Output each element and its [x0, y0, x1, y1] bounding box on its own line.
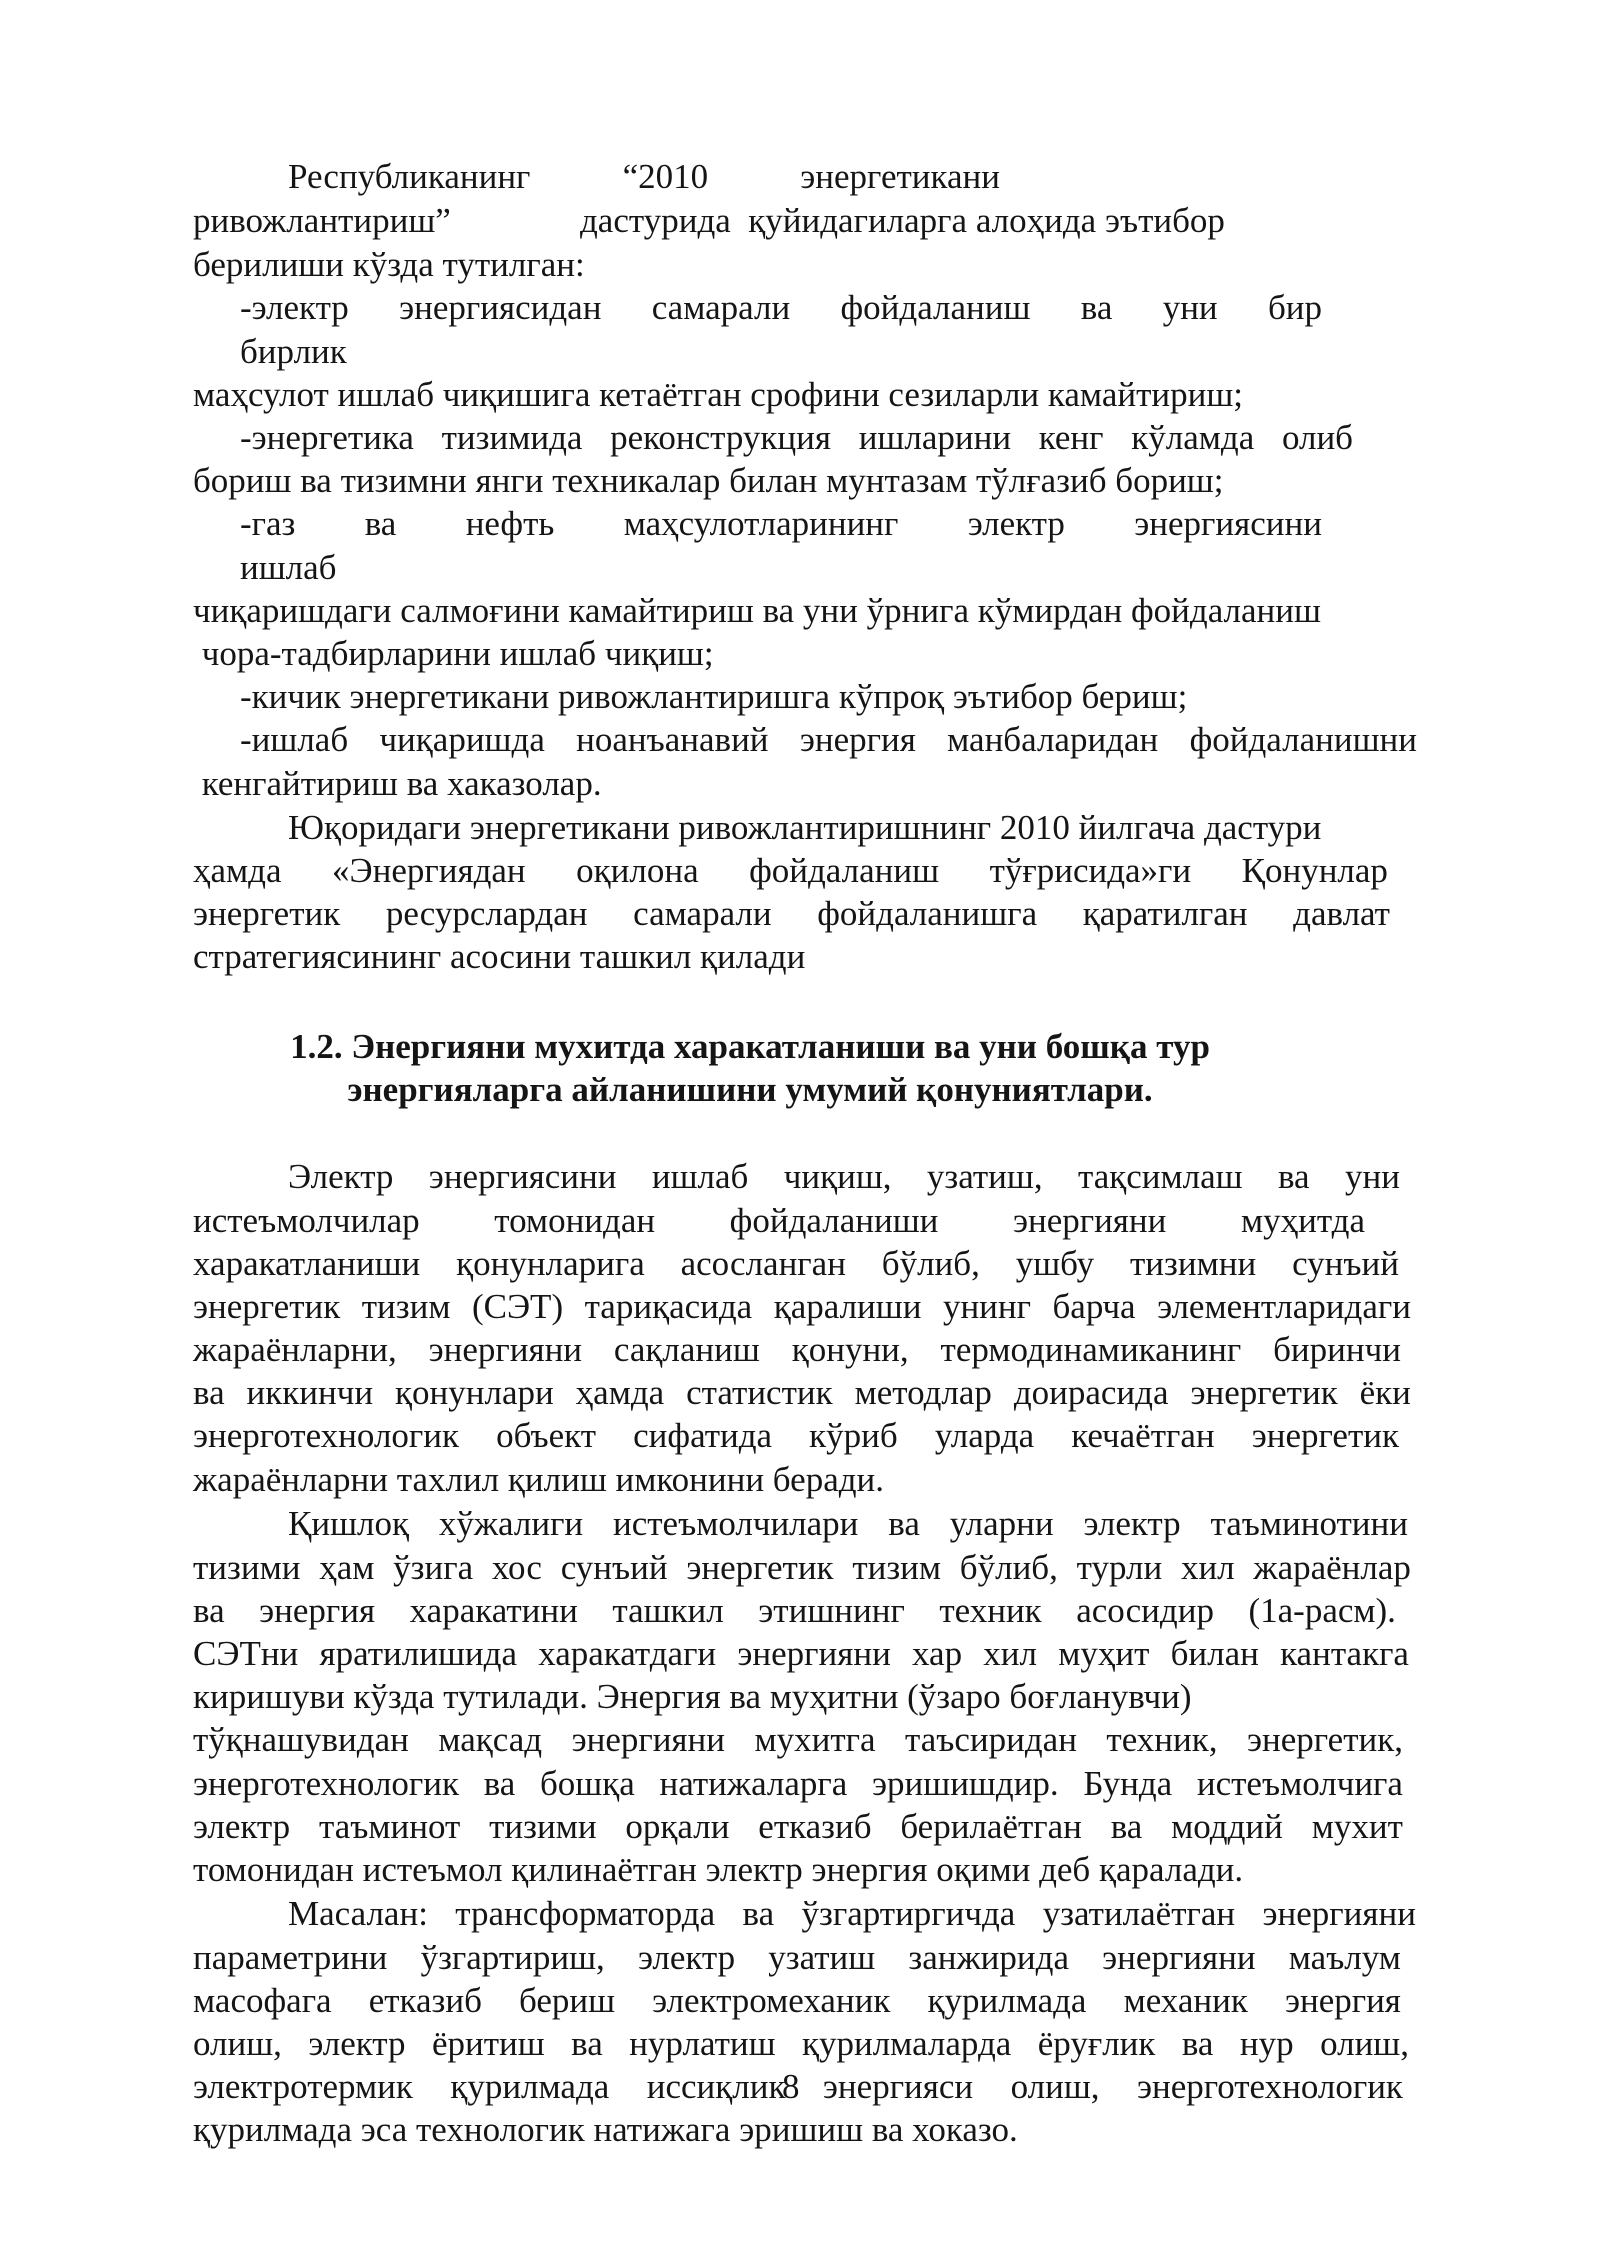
- list-item-3-cont-2: чора-тадбирларини ишлаб чиқиш;: [193, 634, 714, 673]
- list-item-2-cont: бориш ва тизимни янги техникалар билан мунтазам тўлғазиб бориш;: [193, 461, 1224, 500]
- intro-line-2a: ривожлантириш”: [193, 201, 451, 240]
- word: ва: [888, 1504, 920, 1543]
- word: методлар: [854, 1373, 992, 1412]
- word: параметрини: [193, 1938, 388, 1977]
- word: тизими: [489, 1807, 597, 1846]
- word: фойдаланишни: [1189, 720, 1417, 759]
- word: «Энергиядан: [332, 851, 526, 890]
- word: Қонунлар: [1241, 851, 1388, 890]
- word: ва: [483, 1764, 516, 1803]
- word: натижаларга: [659, 1764, 848, 1803]
- word: ушбу: [1015, 1244, 1095, 1283]
- word: томонидан: [494, 1201, 656, 1240]
- list-item-3: [240, 502, 1322, 546]
- word: унинг: [942, 1287, 1031, 1326]
- word: энергиясидан: [399, 288, 602, 327]
- word: муҳитда: [1240, 1201, 1365, 1240]
- word: Масалан:: [288, 1894, 428, 1933]
- word: иккинчи: [246, 1373, 374, 1412]
- para1-line-5: [193, 1328, 1401, 1372]
- word: энергетикани: [800, 157, 1000, 196]
- list-item-5: [240, 718, 1417, 762]
- word: таъсиридан: [905, 1720, 1077, 1759]
- word: реконструкция: [610, 418, 831, 457]
- word: кантакга: [1280, 1634, 1409, 1673]
- word: тизимни: [1130, 1244, 1257, 1283]
- word: қонуни,: [791, 1330, 909, 1369]
- word: энергияни: [1102, 1938, 1256, 1977]
- word: жараёнлар: [1253, 1548, 1411, 1587]
- word: ҳамда: [575, 1373, 665, 1412]
- word: уларни: [949, 1504, 1054, 1543]
- word: яратилишида: [319, 1634, 517, 1673]
- word: сунъий: [560, 1548, 668, 1587]
- word: механик: [1123, 1981, 1248, 2020]
- word: -электр: [240, 288, 349, 327]
- word: Республиканинг: [288, 157, 531, 196]
- word: ўзгартиргичда: [801, 1894, 1016, 1933]
- word: энергия: [799, 720, 916, 759]
- word: харакатдаги: [538, 1634, 717, 1673]
- word: энергиясини: [428, 1157, 617, 1196]
- word: етказиб: [758, 1807, 872, 1846]
- word: таъминот: [318, 1807, 461, 1846]
- word: ёритиш: [431, 2024, 545, 2063]
- word: нефть: [465, 504, 555, 543]
- word: энергетик: [1190, 1373, 1338, 1412]
- word: ташкил: [612, 1591, 724, 1630]
- word: ишларини: [858, 418, 1012, 457]
- word: статистик: [686, 1373, 833, 1412]
- para1-line-1: [288, 1155, 1400, 1199]
- word: кўриб: [809, 1416, 898, 1455]
- word: энергияни: [571, 1720, 725, 1759]
- word: олиш,: [1320, 2024, 1409, 2063]
- word: узатиш: [768, 1938, 876, 1977]
- list-item-1: [240, 286, 1322, 330]
- word: энергия: [259, 1591, 376, 1630]
- word: электр: [967, 504, 1065, 543]
- word: чиқиш,: [783, 1157, 892, 1196]
- section-heading-line-2: энергияларга айланишини умумий қонуниятлари.: [347, 1070, 1153, 1109]
- word: бўлиб,: [959, 1548, 1058, 1587]
- word: ва: [193, 1591, 225, 1630]
- word: энергетик: [193, 894, 341, 933]
- para2-line-5: киришуви кўзда тутилади. Энергия ва муҳитни (ўзаро боғланувчи): [193, 1677, 1192, 1716]
- word: энергетик: [1251, 1416, 1399, 1455]
- word: асосидир: [1076, 1591, 1214, 1630]
- word: тариқасида: [584, 1287, 753, 1326]
- word: трансформаторда: [455, 1894, 716, 1933]
- para3-line-4: [193, 2022, 1409, 2066]
- para1-line-3: [193, 1242, 1399, 1286]
- word: энерготехнологик: [193, 1416, 460, 1455]
- word: истеъмолчилар: [193, 1201, 420, 1240]
- list-item-3-cont-1: чиқаришдаги салмоғини камайтириш ва уни ўрнига кўмирдан фойдаланиш: [193, 591, 1321, 630]
- word: фойдаланишга: [817, 894, 1038, 933]
- word: (1а-расм).: [1248, 1591, 1396, 1630]
- word: мухитга: [754, 1720, 876, 1759]
- word: -ишлаб: [240, 720, 349, 759]
- word: электр: [1083, 1504, 1181, 1543]
- word: биринчи: [1273, 1330, 1401, 1369]
- word: мухит: [1311, 1807, 1403, 1846]
- word: масофага: [193, 1981, 332, 2020]
- word: техник: [939, 1591, 1042, 1630]
- page-number: 8: [782, 2067, 800, 2106]
- word: хўжалиги: [438, 1504, 584, 1543]
- word: ишлаб: [651, 1157, 749, 1196]
- word: етказиб: [368, 1981, 482, 2020]
- word: энергетик: [193, 1287, 341, 1326]
- summary-line-4: стратегиясининг асосини ташкил қилади: [193, 937, 806, 976]
- intro-line-1: [288, 155, 1000, 199]
- word: самарали: [633, 894, 772, 933]
- word: фойдаланиш: [749, 851, 940, 890]
- word: ўзига: [393, 1548, 474, 1587]
- word: -газ: [240, 504, 296, 543]
- word: энергетик: [686, 1548, 834, 1587]
- word: турли: [1076, 1548, 1163, 1587]
- word: энергиясини: [1134, 504, 1322, 543]
- para2-line-3: [193, 1589, 1396, 1633]
- para3-line-2: [193, 1936, 1401, 1980]
- word: кўламда: [1131, 418, 1255, 457]
- word: Бунда: [1083, 1764, 1173, 1803]
- word: ёруғлик: [1037, 2024, 1156, 2063]
- word: ва: [1277, 1157, 1310, 1196]
- word: бериш: [518, 1981, 616, 2020]
- para3-line-3: [193, 1979, 1401, 2023]
- word: тизим: [852, 1548, 942, 1587]
- word: энергия: [1284, 1981, 1401, 2020]
- para2-line-9: томонидан истеъмол қилинаётган электр энергия оқими деб қаралади.: [193, 1850, 1244, 1889]
- word: уни: [1162, 288, 1218, 327]
- word: ва: [193, 1373, 225, 1412]
- intro-line-3: берилиши кўзда тутилган:: [193, 245, 585, 284]
- word: давлат: [1293, 894, 1390, 933]
- word: қурилмада: [450, 2067, 610, 2106]
- para1-line-7: [193, 1414, 1399, 1458]
- word: эришишдир.: [872, 1764, 1059, 1803]
- word: элементларидаги: [1157, 1287, 1411, 1326]
- word: хил: [983, 1634, 1037, 1673]
- word: энергияси: [822, 2067, 974, 2106]
- para2-line-8: [193, 1805, 1403, 1849]
- word: занжирида: [908, 1938, 1069, 1977]
- word: маҳсулотларининг: [623, 504, 899, 543]
- word: тизим: [361, 1287, 451, 1326]
- list-item-5-cont: кенгайтириш ва хаказолар.: [193, 764, 602, 803]
- word: истеъмолчилари: [613, 1504, 859, 1543]
- word: тақсимлаш: [1077, 1157, 1243, 1196]
- intro-line-2b: дастурида қуйидагиларга алоҳида эътибор: [580, 201, 1225, 240]
- list-item-1-cont: маҳсулот ишлаб чиқишига кетаётган срофини сезиларли камайтириш;: [193, 375, 1244, 414]
- word: хос: [491, 1548, 542, 1587]
- word: Электр: [288, 1157, 394, 1196]
- word: билан: [1170, 1634, 1259, 1673]
- word: этишнинг: [758, 1591, 905, 1630]
- word: уни: [1344, 1157, 1400, 1196]
- para2-line-4: [193, 1632, 1409, 1676]
- word: иссиқлик: [646, 2067, 786, 2106]
- word: қурилмаларда: [801, 2024, 1012, 2063]
- para1-line-6: [193, 1371, 1411, 1415]
- word: “2010: [622, 157, 709, 196]
- word: техник,: [1106, 1720, 1218, 1759]
- word: нур: [1239, 2024, 1294, 2063]
- word: ва: [364, 504, 397, 543]
- word: ёки: [1359, 1373, 1411, 1412]
- word: барча: [1052, 1287, 1136, 1326]
- word: тўғрисида»ги: [989, 851, 1192, 890]
- word: энергияни: [428, 1330, 583, 1369]
- word: хил: [1180, 1548, 1235, 1587]
- word: нурлатиш: [629, 2024, 776, 2063]
- word: орқали: [625, 1807, 730, 1846]
- word: узатиш,: [926, 1157, 1043, 1196]
- para2-line-7: [193, 1762, 1403, 1806]
- word: фойдаланиш: [840, 288, 1031, 327]
- word: электр: [637, 1938, 736, 1977]
- word: кенг: [1038, 418, 1104, 457]
- word: энергияни: [1262, 1894, 1416, 1933]
- word: сунъий: [1292, 1244, 1399, 1283]
- word: харакатланиши: [193, 1244, 421, 1283]
- word: олиб: [1281, 418, 1353, 457]
- word: энергияни: [1012, 1201, 1167, 1240]
- word: қаралиши: [773, 1287, 922, 1326]
- word: тўқнашувидан: [193, 1720, 409, 1759]
- word: ресурслардан: [385, 894, 588, 933]
- word: харакатини: [409, 1591, 578, 1630]
- word: Қишлоқ: [288, 1504, 409, 1543]
- section-heading-line-1: 1.2. Энергияни мухитда харакатланиши ва уни бошқа тур: [290, 1027, 1210, 1066]
- para1-line-8: жараёнларни тахлил қилиш имконини беради.: [193, 1460, 885, 1499]
- word: маълум: [1288, 1938, 1401, 1977]
- word: электр: [193, 1807, 291, 1846]
- para1-line-2: [193, 1199, 1365, 1243]
- list-item-2: [240, 416, 1353, 460]
- word: асосланган: [680, 1244, 846, 1283]
- word: олиш,: [1010, 2067, 1100, 2106]
- word: сифатида: [633, 1416, 773, 1455]
- list-item-1-wrap: бирлик: [240, 332, 347, 371]
- word: доирасида: [1013, 1373, 1169, 1412]
- word: бошқа: [540, 1764, 635, 1803]
- word: чиқаришда: [379, 720, 545, 759]
- word: -энергетика: [240, 418, 414, 457]
- word: энерготехнологик: [1136, 2067, 1403, 2106]
- word: ва: [742, 1894, 775, 1933]
- list-item-4: -кичик энергетикани ривожлантиришга кўпроқ эътибор бериш;: [240, 677, 1188, 716]
- word: таъминотини: [1210, 1504, 1408, 1543]
- word: уларда: [934, 1416, 1035, 1455]
- word: оқилона: [576, 851, 699, 890]
- word: тизимида: [441, 418, 583, 457]
- word: ва: [1080, 288, 1113, 327]
- word: СЭТни: [193, 1634, 299, 1673]
- para2-line-6: [193, 1718, 1403, 1762]
- word: қонунлари: [395, 1373, 554, 1412]
- word: қонунларига: [456, 1244, 645, 1283]
- word: олиш,: [193, 2024, 282, 2063]
- word: ва: [571, 2024, 603, 2063]
- word: объект: [496, 1416, 597, 1455]
- word: бўлиб,: [881, 1244, 980, 1283]
- word: кечаётган: [1071, 1416, 1215, 1455]
- word: узатилаётган: [1042, 1894, 1236, 1933]
- list-item-3-wrap: ишлаб: [240, 548, 337, 587]
- word: қурилмада: [927, 1981, 1087, 2020]
- word: ҳам: [319, 1548, 375, 1587]
- para2-line-1: [288, 1502, 1408, 1546]
- word: моддий: [1171, 1807, 1283, 1846]
- word: самарали: [651, 288, 791, 327]
- word: берилаётган: [900, 1807, 1082, 1846]
- word: ҳамда: [193, 851, 282, 890]
- word: мақсад: [438, 1720, 543, 1759]
- word: ва: [1110, 1807, 1143, 1846]
- summary-line-3: [193, 892, 1390, 936]
- word: фойдаланиши: [729, 1201, 939, 1240]
- word: ўзгартириш,: [420, 1938, 605, 1977]
- word: муҳит: [1058, 1634, 1150, 1673]
- word: қаратилган: [1082, 894, 1248, 933]
- word: электромеханик: [652, 1981, 891, 2020]
- para2-line-2: [193, 1546, 1411, 1590]
- word: ноанъанавий: [576, 720, 769, 759]
- word: хар: [912, 1634, 963, 1673]
- word: бир: [1267, 288, 1322, 327]
- word: ва: [1181, 2024, 1214, 2063]
- word: энергияни: [737, 1634, 891, 1673]
- word: электротермик: [193, 2067, 413, 2106]
- word: термодинамиканинг: [940, 1330, 1242, 1369]
- word: истеъмолчига: [1196, 1764, 1403, 1803]
- word: тизими: [193, 1548, 301, 1587]
- word: энерготехнологик: [193, 1764, 460, 1803]
- word: сақланиш: [613, 1330, 760, 1369]
- para1-line-4: [193, 1285, 1411, 1329]
- word: манбаларидан: [947, 720, 1159, 759]
- word: электр: [308, 2024, 406, 2063]
- word: жараёнларни,: [193, 1330, 397, 1369]
- word: (СЭТ): [471, 1287, 564, 1326]
- para3-line-1: [288, 1892, 1416, 1936]
- summary-line-2: [193, 849, 1388, 893]
- summary-line-1: Юқоридаги энергетикани ривожлантиришнинг 2010 йилгача дастури: [288, 808, 1322, 847]
- para3-line-6: қурилмада эса технологик натижага эришиш ва хоказо.: [193, 2110, 1018, 2149]
- word: энергетик,: [1246, 1720, 1403, 1759]
